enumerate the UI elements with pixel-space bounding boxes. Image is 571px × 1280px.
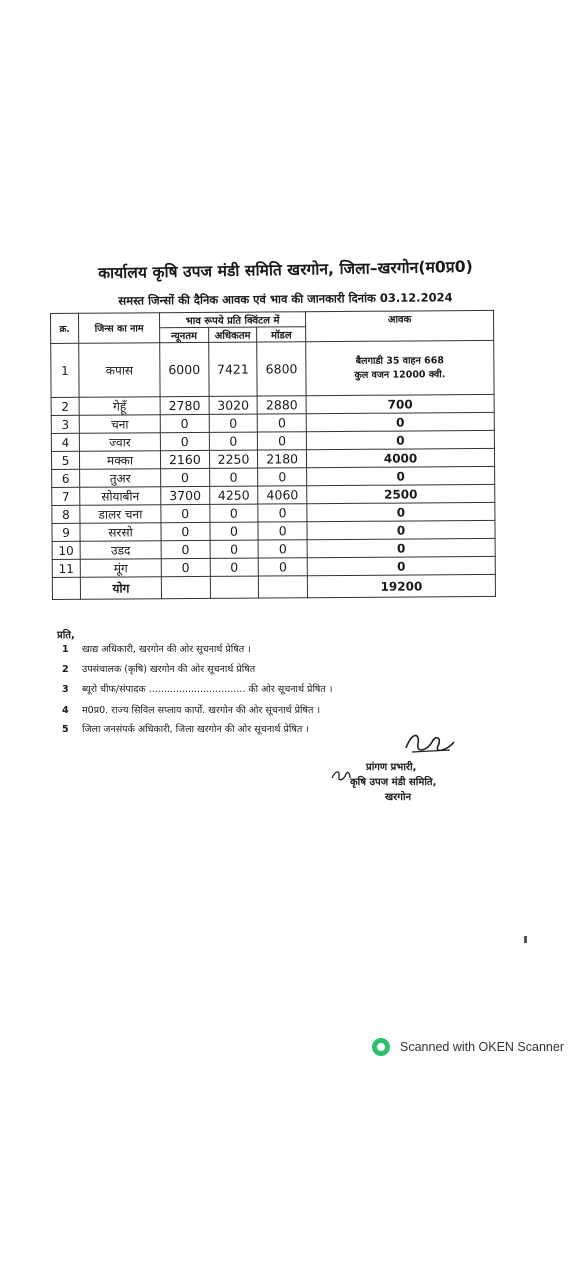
cell-name: तुअर <box>80 469 161 488</box>
scanner-watermark-text: Scanned with OKEN Scanner <box>400 1040 564 1054</box>
initials-scribble-icon <box>330 768 352 784</box>
total-value: 19200 <box>307 574 495 597</box>
col-header-min: न्यूनतम <box>160 327 209 342</box>
cell-sn-empty <box>52 577 80 599</box>
cell-max: 2250 <box>209 450 258 468</box>
total-label: योग <box>80 577 161 600</box>
list-item: 4 म0प्र0. राज्य सिविल सप्लाय कार्पो. खरगोन की ओर सूचनार्थ प्रेषित । <box>62 705 321 716</box>
cell-min: 6000 <box>160 342 209 396</box>
cell-sn: 10 <box>52 541 80 559</box>
cell-max: 7421 <box>208 342 257 396</box>
col-header-name: जिन्स का नाम <box>79 313 160 344</box>
rates-table-container <box>50 310 496 600</box>
cell-sn: 1 <box>51 343 79 397</box>
scanner-logo-icon <box>372 1038 390 1056</box>
cell-max: 0 <box>209 504 258 522</box>
cell-arrival <box>306 340 494 395</box>
cell-modal: 0 <box>258 432 307 450</box>
scan-mark <box>524 936 527 943</box>
signature-office: कृषि उपज मंडी समिति, <box>350 777 437 788</box>
cell-min: 3700 <box>161 486 210 504</box>
cell-min: 0 <box>160 432 209 450</box>
col-header-sn: क्र. <box>51 313 79 343</box>
scanner-watermark <box>372 1038 564 1056</box>
cell-modal: 0 <box>258 522 307 540</box>
cell-min: 0 <box>161 504 210 522</box>
signature-designation: प्रांगण प्रभारी, <box>366 762 417 773</box>
cell-min: 2160 <box>160 450 209 468</box>
cell-modal: 0 <box>258 414 307 432</box>
cell-min: 0 <box>161 558 210 576</box>
cell-sn: 9 <box>52 523 80 541</box>
cell-name: चना <box>79 415 160 434</box>
document-subtitle: समस्त जिन्सों की दैनिक आवक एवं भाव की जानकारी दिनांक 03.12.2024 <box>118 290 453 308</box>
cell-sn: 7 <box>52 487 80 505</box>
cell-sn: 6 <box>52 469 80 487</box>
cell-arrival: 4000 <box>306 448 494 467</box>
cell-sn: 8 <box>52 505 80 523</box>
cell-empty <box>210 576 259 598</box>
list-item: 1 खाद्य अधिकारी, खरगोन की ओर सूचनार्थ प्रेषित । <box>62 644 251 655</box>
cell-modal: 2180 <box>258 450 307 468</box>
list-item: 2 उपसंचालक (कृषि) खरगोन की ओर सूचनार्थ प्रेषित <box>62 664 256 675</box>
list-item: 3 ब्यूरो चीफ/संपादक ................................ की ओर सूचनार्थ प्रेषित । <box>62 684 333 695</box>
table-row <box>51 340 494 397</box>
table-total-row <box>52 574 495 599</box>
rates-table <box>50 310 496 600</box>
cell-max: 0 <box>209 468 258 486</box>
cell-arrival: 2500 <box>307 484 495 503</box>
distribution-heading: प्रति, <box>57 630 75 641</box>
cell-modal: 0 <box>258 540 307 558</box>
arrival-line-1: बैलगाडी 35 वाहन 668 <box>355 354 445 367</box>
cell-name: सरसो <box>80 523 161 542</box>
cell-name: मूंग <box>80 559 161 578</box>
cell-name: गेहूँ <box>79 397 160 416</box>
cell-min: 0 <box>161 468 210 486</box>
cell-min: 0 <box>160 414 209 432</box>
arrival-line-2: कुल वजन 12000 क्वी. <box>354 368 446 381</box>
cell-arrival: 700 <box>306 394 494 413</box>
document-title: कार्यालय कृषि उपज मंडी समिति खरगोन, जिला–खरगोन(म0प्र0) <box>98 257 473 283</box>
cell-sn: 2 <box>51 397 79 415</box>
cell-modal: 0 <box>259 558 308 576</box>
cell-modal: 4060 <box>258 486 307 504</box>
list-item: 5 जिला जनसंपर्क अधिकारी, जिला खरगोन की ओर सूचनार्थ प्रेषित । <box>62 724 309 735</box>
cell-max: 0 <box>209 414 258 432</box>
cell-sn: 11 <box>52 559 80 577</box>
cell-name: मक्का <box>79 451 160 470</box>
cell-name: कपास <box>79 343 160 398</box>
col-header-arrival: आवक <box>305 310 493 341</box>
cell-modal: 0 <box>258 504 307 522</box>
cell-max: 0 <box>210 522 259 540</box>
cell-min: 0 <box>161 540 210 558</box>
cell-max: 3020 <box>209 396 258 414</box>
col-header-price-group: भाव रूपये प्रति क्विंटल में <box>160 312 306 328</box>
cell-empty <box>259 576 308 598</box>
cell-arrival: 0 <box>307 466 495 485</box>
cell-modal: 6800 <box>257 342 306 396</box>
cell-sn: 4 <box>51 433 79 451</box>
cell-modal: 0 <box>258 468 307 486</box>
cell-arrival: 0 <box>307 502 495 521</box>
cell-sn: 3 <box>51 415 79 433</box>
cell-arrival: 0 <box>306 412 494 431</box>
signature-scribble-icon <box>398 728 458 758</box>
cell-min: 0 <box>161 522 210 540</box>
cell-name: डालर चना <box>80 505 161 524</box>
cell-max: 0 <box>209 432 258 450</box>
cell-max: 0 <box>210 558 259 576</box>
cell-arrival: 0 <box>307 556 495 575</box>
col-header-max: अधिकतम <box>208 327 257 342</box>
distribution-list <box>62 643 332 743</box>
cell-min: 2780 <box>160 396 209 414</box>
cell-arrival: 0 <box>307 538 495 557</box>
signature-place: खरगोन <box>385 792 412 803</box>
cell-sn: 5 <box>51 451 79 469</box>
cell-max: 4250 <box>209 486 258 504</box>
rates-table-body <box>51 340 496 599</box>
cell-empty <box>161 576 210 598</box>
cell-name: ज्वार <box>79 433 160 452</box>
cell-max: 0 <box>210 540 259 558</box>
cell-name: उडद <box>80 541 161 560</box>
cell-arrival: 0 <box>306 430 494 449</box>
cell-arrival: 0 <box>307 520 495 539</box>
cell-modal: 2880 <box>257 396 306 414</box>
cell-name: सोयाबीन <box>80 487 161 506</box>
col-header-modal: मॉडल <box>257 327 306 342</box>
